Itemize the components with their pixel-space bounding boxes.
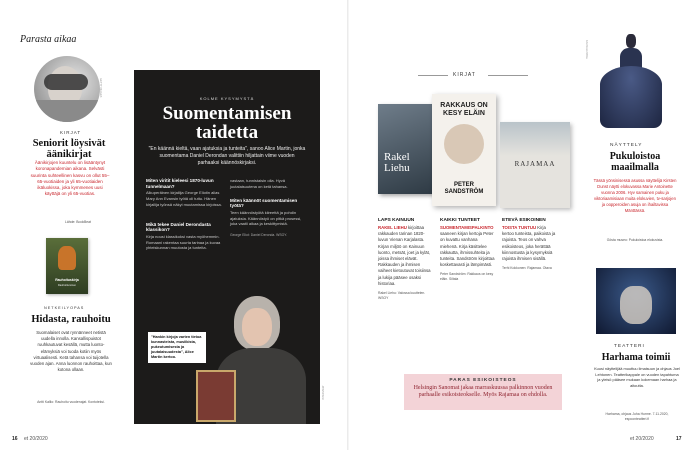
tip-title: Hidasta, rauhoitu — [31, 314, 111, 325]
tip-tag: NETKEILYOPAS — [44, 306, 85, 310]
theatre-photo — [596, 268, 676, 334]
book-small-sub: Rauhoittuminen — [57, 284, 77, 287]
tip-body: Suomalaiset ovat rynnänneet netistä uudella innolla. Kansallispuistot ruuhkautuvat kesällä, mutta luonto-elämyksiä voi tuoda kotiin myös virtuaalisesti. Ketä tahansa voi tuijotella vuoden ajan. Anna luonnon rauhoittaa, kun kotona ollaan. — [30, 330, 112, 373]
book-in-hand — [196, 370, 236, 422]
seniors-source: Lähde: BookBeat — [64, 220, 92, 224]
translator-photo — [196, 286, 320, 424]
book-rakel — [378, 104, 434, 194]
gutter — [347, 0, 349, 450]
page-number-left: 16 — [12, 436, 18, 442]
book-credit: George Eliot: Daniel Deronda. WSOY. — [230, 233, 288, 238]
book1-cover: Rakel Liehu — [384, 151, 410, 174]
col3-body: Kirja kertoo tunteista, paikoista ja rajoista. Teos on vahva esikoisteos, joka herättää kiinnostusta ja kysymyksiä rajoista ihmisen sisällä. — [502, 225, 556, 262]
book-rauhoitu — [46, 238, 88, 294]
theatre-credit: Harhama, ohjaus Juha Hurme. 7.11.2020, espoonteatteri.fi — [605, 412, 669, 421]
dress-credit-2: Gösta museo: Pukuloistoa elokuvista. — [606, 238, 664, 242]
award-tag: PARAS ESIKOISTEOS — [449, 378, 517, 383]
question-3: Miten käännöt suomentamisen työtä? — [230, 197, 298, 209]
col2-body: saaneen kirjan kertoja Peter on kuvattu vanhana miehenä. Kirja käsittelee rakkautta, ihmissuhteita ja tunteita. Sandström kirjoittaa koskettavasti ja lämpimästi. — [440, 231, 495, 268]
seniors-lead: Äänikirjojen kuuntelu on lisääntynyt koronapandemian aikana. Selvästi suurinta suhteellinen kasvu on ollut 55–65-vuotiaiden ja yli 65-vuotiaiden ikäluokissa, joka kymmenes uusi käyttäjä on yli 65-vuotias. — [30, 160, 110, 197]
book2-author: PETER SANDSTRÖM — [444, 182, 484, 195]
col1-body: kirjoittaa rakkauden tarinan 1820-luvun Vienan Karjalasta. Kirjan miljöö on Kainuun luonto, metsät, joet ja kylät, joissa ihmiset elävät. Rakkauden ja ihmisen vaiheet kietoutuvat toisiinsa ja lukija pääsee osaksi historiaa. — [378, 225, 431, 286]
answer-1: Alkuperäinen kirjailija George Eliotin alias Mary Ann Evansin työtä oli tuttu. Hänen kirjailija työnsä näkyi muutamissa kirjoissa. — [146, 190, 222, 207]
face — [242, 308, 272, 346]
interview-panel — [134, 70, 320, 424]
teatteri-tag: TEATTERI — [614, 344, 645, 349]
interview-tag: KOLME KYSYMYSTÄ — [199, 96, 255, 101]
col2-kicker: SUOMENTAMISPALKINTO — [440, 225, 494, 230]
answer-2: Kirja nousi klassikoksi vasta myöhemmin. Romaani rakentaa suurta tarinaa ja kuvaa yhteiskunnan muutosta ja tunteita. — [146, 233, 221, 251]
seniors-title: Seniorit löysivät äänikirjat — [32, 138, 106, 160]
nayttely-tag: NÄYTTELY — [610, 143, 643, 148]
award-body: Helsingin Sanomat jakaa marraskuussa palkinnon vuoden parhaalle esikoisteokselle. Myös Rajamaa on ehdolla. — [413, 385, 553, 399]
theatre-title: Harhama toimii — [601, 352, 671, 363]
theatre-body: Kuusi näyttelijää muuttuu ilmaisuun ja ohjaus Joel Lehtonen. Teatterikappale on vuoden tapahtuma ja yleisö pääsee mukaan kokemaan harhaa ja aitoutta. — [594, 366, 680, 388]
col2-credit: Peter Sandström: Rakkaus on kesy eläin. Siltala — [440, 272, 494, 282]
question-1: Miten viritit kieleesi 1870-luvun tunnelmaan? — [146, 178, 214, 189]
col3-head: ETEVÄ ESIKOINEN — [502, 218, 546, 223]
col1-head: LAPS KAINUUN — [378, 218, 415, 223]
magazine-left: et 20/2020 — [24, 436, 48, 442]
page-number-right: 17 — [676, 436, 682, 442]
section-title: Parasta aikaa — [20, 34, 77, 45]
question-2: Mikä tekee Daniel Derondasta klassikon? — [146, 221, 211, 233]
tip-credit: Antti Kallio: Rauhoitu vuodenajat. Kontoteksi. — [37, 400, 105, 404]
dress-body: Tässä yönsinisessä asussa näyttelijä Kirsten Dunst näytti elokuvassa Marie Antoinette vuonna 2006. Hyv samainen puku ja viktoriaamisiaan muita elokuvien, tv-sarjojen ja oopperoiden asuja on ihailtavissa Mänttässä. — [593, 178, 677, 213]
kirjat-tag: KIRJAT — [60, 130, 82, 135]
photo-credit: GETTY IMAGES — [99, 78, 102, 98]
headphones-icon — [44, 74, 88, 90]
dress-photo — [592, 30, 670, 130]
col1-kicker: RAKEL LIEHU — [378, 225, 407, 230]
interview-lead: "En käännä kieltä, vaan ajatuksia ja tunteita", sanoo Alice Martin, jonka suomentama Daniel Derondan valittiin hiljattain viime vuoden parhaaksi käännöskirjaksi. — [148, 146, 306, 166]
interview-title: Suomentamisen taidetta — [162, 103, 292, 143]
answer-3: Teen käännöstyötä kiireettä ja pohdin ajatuksia. Käännöstyö on pitkä prosessi, joka vaatii aikaa ja keskittymistä. — [230, 209, 302, 227]
magazine-right: et 20/2020 — [630, 436, 654, 442]
award-box — [404, 374, 562, 410]
photo-credit-2: INTERVIEW — [322, 385, 325, 400]
col1-credit: Rakel Liehu: Valossa kuuttelen. WSOY — [378, 291, 426, 300]
dress-credit: KANSALLISBAL — [585, 40, 588, 60]
photo-quote: "Hankin kirjoja varten tietoa kunnasteista, musiikista, pukeutumisesta ja juutalaisuudesta", Alice Martin kertoo. — [148, 332, 206, 363]
col2-head: KAIKKI TUNTEET — [440, 218, 480, 223]
book3-cover: RAJAMAA — [514, 160, 556, 168]
dress-title: Pukuloistoa maailmalla — [609, 151, 661, 173]
kirjat-tag-right: KIRJAT — [453, 72, 476, 78]
book-rakkaus — [432, 94, 496, 206]
fox-icon — [58, 246, 76, 270]
col3-credit: Terhi Kokkonen: Rajamaa. Otava — [502, 266, 552, 271]
book-rajamaa — [500, 122, 570, 208]
book-small-title: Rauhoituskirja — [55, 278, 79, 282]
answer-1-cont: vastaan, tunnistaisin olla. Hyvä juutalaisuutena on ketä tahansa. — [230, 178, 288, 189]
col3-kicker: TOISTA TUNTUU — [502, 225, 537, 230]
senior-photo — [34, 56, 100, 122]
dog-icon — [444, 124, 484, 164]
book2-cover-title: RAKKAUS ON KESY ELÄIN — [440, 102, 488, 117]
